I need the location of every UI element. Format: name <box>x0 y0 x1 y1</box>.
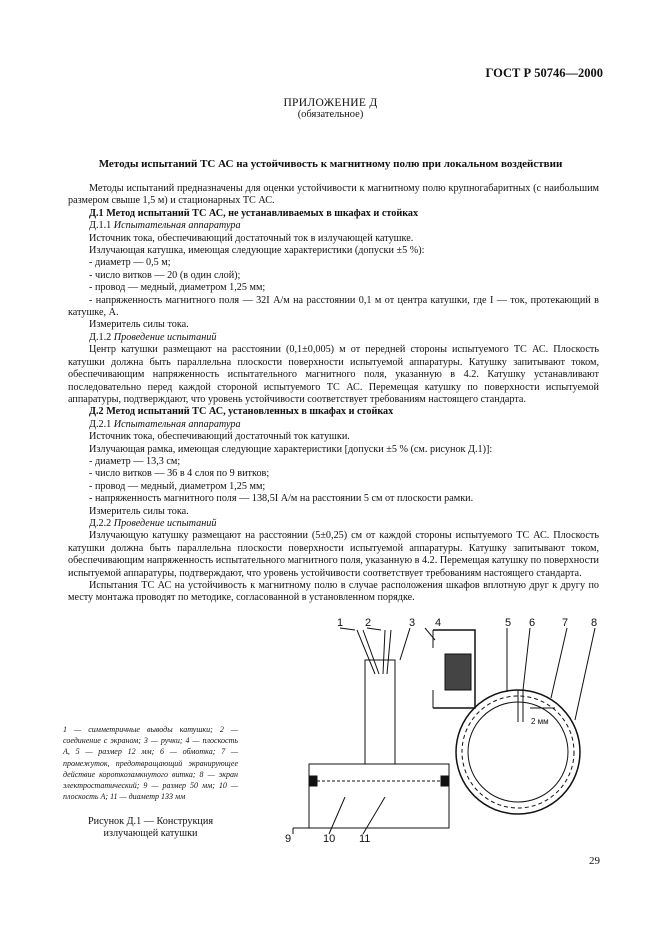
paragraph: - диаметр — 13,3 см; <box>89 455 181 467</box>
label-3: 3 <box>409 617 416 629</box>
label-2: 2 <box>365 617 372 629</box>
subsection-title <box>68 518 599 530</box>
subsection-title <box>68 419 599 431</box>
paragraph: - диаметр — 0,5 м; <box>89 257 171 269</box>
paragraph: - напряженность магнитного поля — 138,5I А/м на расстоянии 5 см от плоскости рамки. <box>89 493 474 505</box>
paragraph: Источник тока, обеспечивающий достаточный ток катушки. <box>89 431 350 443</box>
dimension-label: 2 мм <box>531 717 549 726</box>
label-8: 8 <box>591 617 598 629</box>
coil-figure <box>285 612 645 842</box>
subsection-title <box>68 220 599 232</box>
paragraph: Излучающая рамка, имеющая следующие характеристики [допуски ±5 % (см. рисунок Д.1)]: <box>89 443 493 455</box>
label-11: 11 <box>359 833 371 842</box>
subsection-number: Д.1.1 <box>89 220 112 232</box>
label-4: 4 <box>435 617 442 629</box>
paragraph: - провод — медный, диаметром 1,25 мм; <box>89 480 266 492</box>
label-6: 6 <box>529 617 536 629</box>
label-10: 10 <box>323 833 336 842</box>
paragraph: Излучающая катушка, имеющая следующие характеристики (допуски ±5 %): <box>89 245 425 257</box>
paragraph: Излучающую катушку размещают на расстоянии (5±0,25) см от каждой стороны испытуемого ТС АС. Плоскость катушки должна быть параллельна плоскости поверхности испытуемой аппаратуры. Катушку запитывают током, обеспечивающим напряженность испытательного магнитного поля, указанную в 4.2. Перемещая катушку по поверхности испытуемой аппаратуры, подтверждают, что уровень устойчивости соответствует требованиям настоящего стандарта. <box>68 530 599 579</box>
paragraph: - напряженность магнитного поля — 32I А/м на расстоянии 0,1 м от центра катушки, где I — ток, протекающий в катушке, А. <box>68 294 599 319</box>
subsection-title <box>68 332 599 344</box>
subsection-number: Д.2.2 <box>89 517 112 529</box>
paragraph: - число витков — 20 (в один слой); <box>89 269 241 281</box>
paragraph: Измеритель силы тока. <box>89 505 189 517</box>
subsection-label: Испытательная аппаратура <box>113 220 241 232</box>
coil-body <box>309 764 449 828</box>
appendix-subtitle: (обязательное) <box>297 109 364 120</box>
label-1: 1 <box>337 617 344 629</box>
figure-caption: Рисунок Д.1 — Конструкция излучающей катушки <box>87 816 214 840</box>
paragraph: Измеритель силы тока. <box>89 319 189 331</box>
subsection-label: Проведение испытаний <box>113 331 217 343</box>
coil-handle <box>365 660 395 764</box>
appendix-header <box>0 97 661 121</box>
section-heading: Методы испытаний ТС АС на устойчивость к магнитному полю при локальном воздействии <box>98 158 563 170</box>
subsection-label: Проведение испытаний <box>113 517 217 529</box>
coil-leads <box>357 630 379 674</box>
paragraph: Испытания ТС АС на устойчивость к магнитному полю в случае расположения шкафов вплотную друг к другу по месту монтажа проводят по методике, согласованной в установленном порядке. <box>68 580 599 604</box>
appendix-title: ПРИЛОЖЕНИЕ Д <box>283 97 378 109</box>
page-number: 29 <box>589 855 600 867</box>
paragraph: - провод — медный, диаметром 1,25 мм; <box>89 282 266 294</box>
paragraph: Методы испытаний предназначены для оценки устойчивости к магнитному полю крупногабаритных (с наибольшим размером свыше 1,5 м) и стационарных ТС АС. <box>68 183 599 207</box>
paragraph: Центр катушки размещают на расстоянии (0,1±0,005) м от передней стороны испытуемого ТС АС. Плоскость катушки должна быть параллельна плоскости поверхности испытуемой аппаратуры. Катушку запитывают током, обеспечивающим напряженность испытательного магнитного поля, указанную в 4.2. Катушку устанавливают последовательно перед каждой стороной испытуемого ТС АС. Перемещая катушку по поверхности испытуемой аппаратуры, подтверждают, что уровень устойчивости соответствует требованиям настоящего стандарта. <box>68 344 599 405</box>
figure-legend: 1 — симметричные выводы катушки; 2 — соединение с экраном; 3 — ручки; 4 — плоскость A, 5 — размер 12 мм; 6 — обмотка; 7 — промежуток, предотвращающий экранирующее действие короткозамкнутого витка; 8 — экран электростатический; 9 — размер 50 мм; 10 — плоскость A; 11 — диаметр 133 мм <box>63 725 238 802</box>
section-title: Д.1 Метод испытаний ТС АС, не устанавливаемых в шкафах и стойках <box>89 207 419 219</box>
label-7: 7 <box>562 617 569 629</box>
standard-number: ГОСТ Р 50746—2000 <box>485 66 603 80</box>
winding-block <box>445 654 471 690</box>
section-title: Д.2 Метод испытаний ТС АС, установленных в шкафах и стойках <box>89 406 394 418</box>
subsection-number: Д.1.2 <box>89 331 112 343</box>
paragraph: - число витков — 36 в 4 слоя по 9 витков; <box>89 468 270 480</box>
label-9: 9 <box>285 833 292 842</box>
body-text <box>68 183 599 605</box>
subsection-label: Испытательная аппаратура <box>113 418 241 430</box>
subsection-number: Д.2.1 <box>89 418 112 430</box>
label-5: 5 <box>505 617 512 629</box>
paragraph: Источник тока, обеспечивающий достаточный ток в излучающей катушке. <box>89 232 414 244</box>
